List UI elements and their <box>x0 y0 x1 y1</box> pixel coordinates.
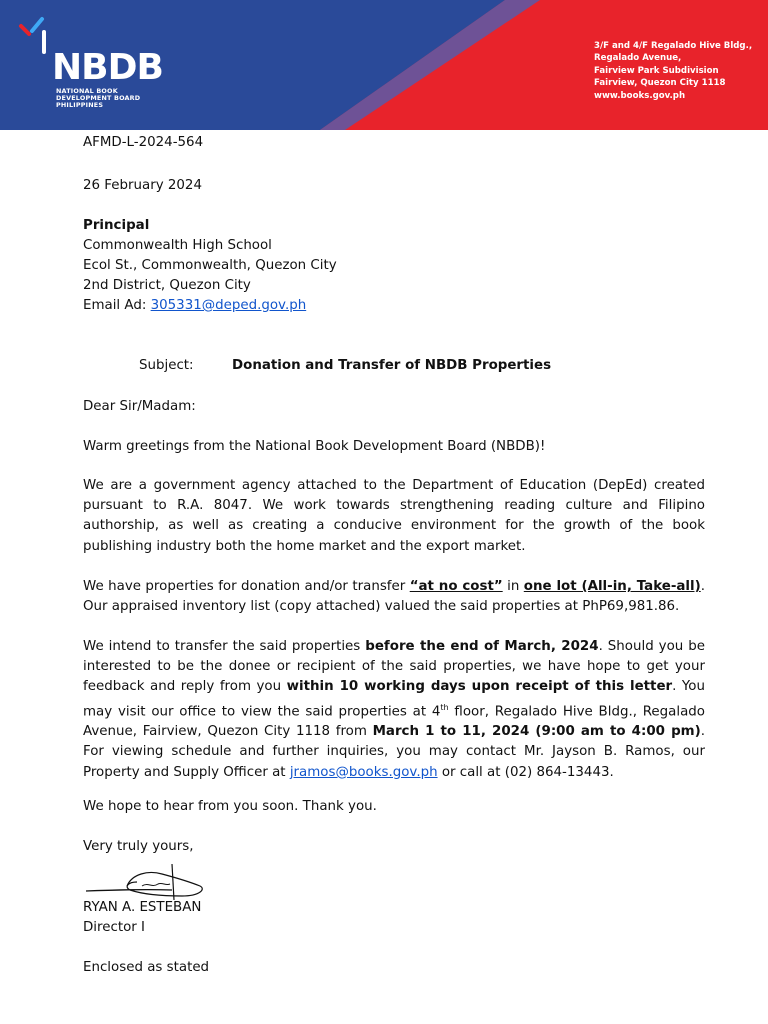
subject-text: Donation and Transfer of NBDB Properties <box>232 358 552 373</box>
email-label: Email Ad: <box>83 298 147 313</box>
letter-date: 26 February 2024 <box>83 178 202 193</box>
paragraph-properties <box>83 577 705 617</box>
ordinal-suffix: th <box>440 702 449 712</box>
emphasis-reply-window: within 10 working days upon receipt of this letter <box>286 679 673 695</box>
text: floor, Regalado Hive Bldg., Regalado Avenue, Fairview, Quezon City 1118 from <box>83 704 705 740</box>
text: . Our appraised inventory list (copy attached) valued the said properties at PhP69,981.86. <box>83 579 705 615</box>
letterhead <box>0 0 768 130</box>
logo-subtitle <box>56 88 140 110</box>
emphasis-one-lot: one lot (All-in, Take-all) <box>523 579 701 594</box>
signature-image <box>82 856 212 906</box>
salutation: Dear Sir/Madam: <box>83 399 196 414</box>
address-line: 3/F and 4/F Regalado Hive Bldg., <box>594 41 753 51</box>
contact-email-link[interactable]: jramos@books.gov.ph <box>289 764 438 780</box>
address-line: Fairview, Quezon City 1118 <box>594 78 726 89</box>
website-link[interactable]: www.books.gov.ph <box>594 90 686 101</box>
reference-number: AFMD-L-2024-564 <box>83 135 204 150</box>
text: or call at (02) 864-13443. <box>437 764 614 780</box>
logo-sub-line: PHILIPPINES <box>56 101 104 110</box>
signatory-name: RYAN A. ESTEBAN <box>83 900 202 915</box>
office-address <box>594 40 752 102</box>
recipient-email-link[interactable]: 305331@deped.gov.ph <box>150 298 307 313</box>
text: in <box>502 579 524 594</box>
text: We have properties for donation and/or transfer <box>83 579 410 594</box>
recipient-line: Ecol St., Commonwealth, Quezon City <box>83 258 337 273</box>
nbdb-logo-icon <box>18 16 52 56</box>
logo-sub-line: DEVELOPMENT BOARD <box>56 94 141 103</box>
address-line: Fairview Park Subdivision <box>594 65 719 76</box>
recipient-email-row <box>83 296 306 316</box>
text: . You may visit our office to view the said properties at 4 <box>83 679 705 720</box>
text: We intend to transfer the said properties <box>83 639 366 654</box>
signatory-title: Director I <box>83 920 145 935</box>
greeting: Warm greetings from the National Book Development Board (NBDB)! <box>83 439 546 454</box>
logo-sub-line: NATIONAL BOOK <box>56 87 118 95</box>
address-line: Regalado Avenue, <box>594 53 682 64</box>
recipient-line: Commonwealth High School <box>83 238 272 253</box>
recipient-title: Principal <box>83 218 150 233</box>
emphasis-deadline: before the end of March, 2024 <box>365 639 599 654</box>
emphasis-at-no-cost: “at no cost” <box>409 579 503 594</box>
enclosure-note: Enclosed as stated <box>83 960 210 975</box>
paragraph-agency: We are a government agency attached to the Department of Education (DepEd) created pursuant to R.A. 8047. We work towards strengthening reading culture and Filipino authorship, as well as creating a conducive environment for the growth of the book publishing industry both the home market and the export market. <box>83 478 705 554</box>
logo-wordmark: NBDB <box>52 47 163 88</box>
emphasis-viewing-dates: March 1 to 11, 2024 (9:00 am to 4:00 pm) <box>372 724 701 740</box>
valediction: Very truly yours, <box>83 839 194 854</box>
closing-line: We hope to hear from you soon. Thank you. <box>83 799 377 814</box>
text: . Should you be interested to be the donee or recipient of the said properties, we have hope to get your feedback and reply from you <box>83 639 705 695</box>
subject-label: Subject: <box>139 358 194 373</box>
text: . For viewing schedule and further inquiries, you may contact Mr. Jayson B. Ramos, our Property and Supply Officer at <box>83 724 705 780</box>
recipient-line: 2nd District, Quezon City <box>83 278 251 293</box>
paragraph-transfer <box>83 637 705 783</box>
